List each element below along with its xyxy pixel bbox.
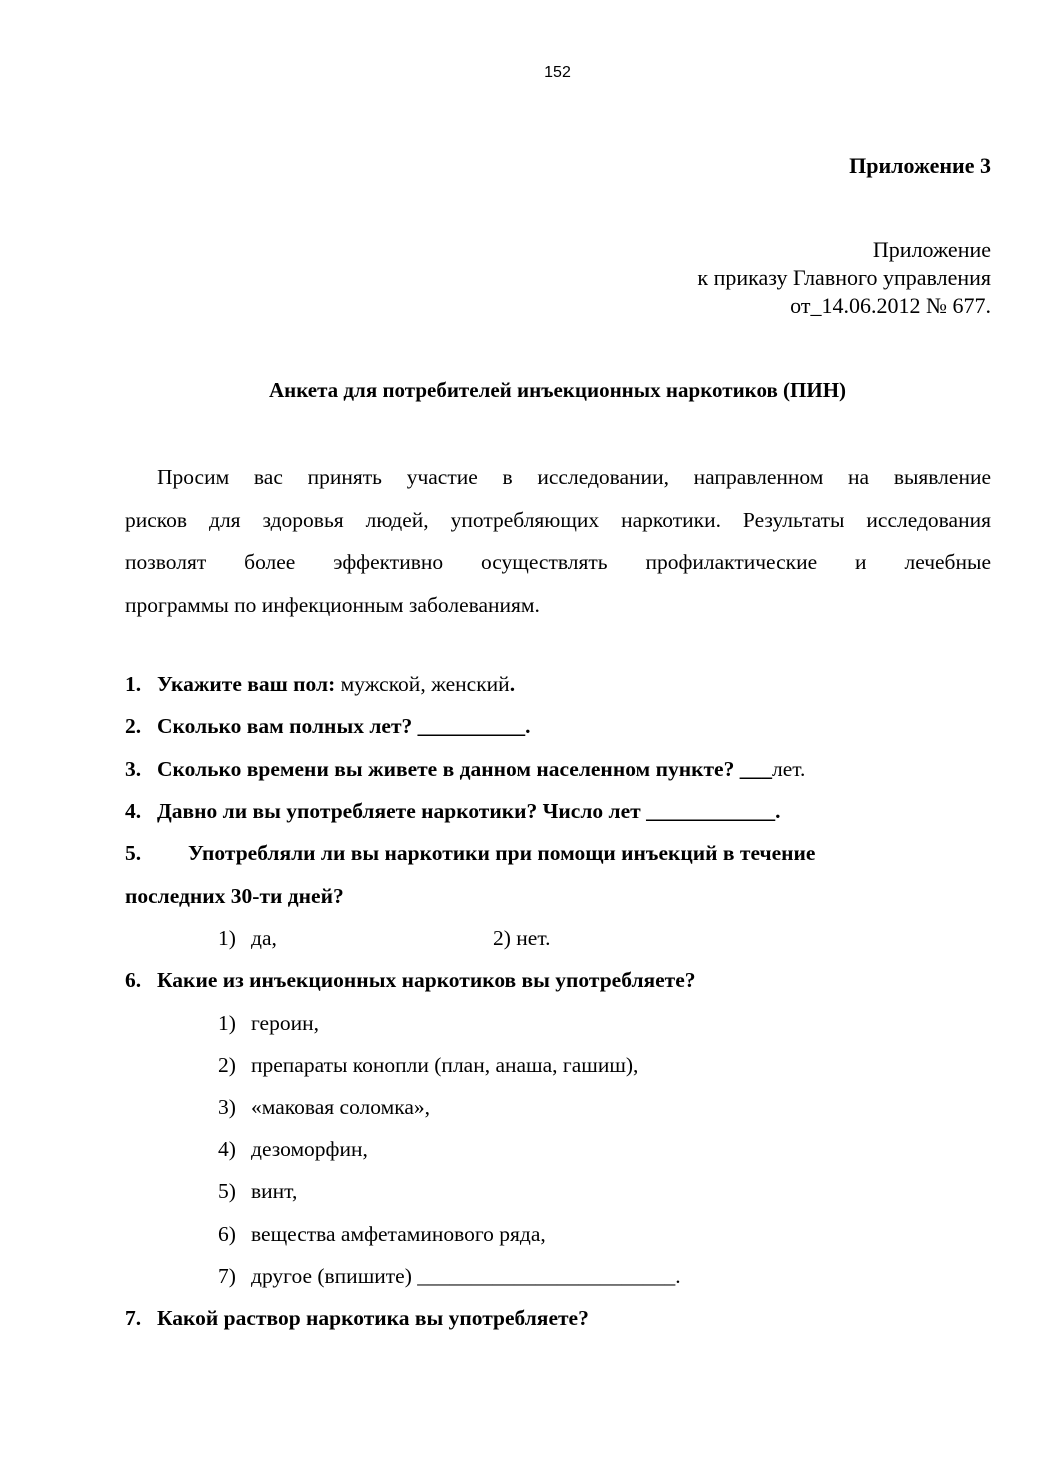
- option-label: другое (впишите) ________________________.: [251, 1264, 681, 1288]
- question-number: 2.: [125, 714, 142, 738]
- option-number: 2): [493, 926, 511, 950]
- option-item: [218, 1053, 638, 1078]
- option-item: [493, 926, 551, 951]
- question-text: Укажите ваш пол:: [157, 672, 336, 696]
- order-line-3: от_14.06.2012 № 677.: [790, 293, 991, 318]
- option-label: дезоморфин,: [251, 1137, 368, 1161]
- question-number: 1.: [125, 672, 142, 696]
- option-label: вещества амфетаминового ряда,: [251, 1222, 546, 1246]
- order-reference: [697, 236, 991, 320]
- question-number: 4.: [125, 799, 142, 823]
- order-line-2: к приказу Главного управления: [697, 265, 991, 290]
- option-label: винт,: [251, 1179, 298, 1203]
- intro-line: рисков для здоровья людей, употребляющих наркотики. Результаты исследования: [125, 507, 991, 532]
- appendix-label: Приложение 3: [849, 153, 991, 178]
- option-item: [218, 1179, 297, 1204]
- question-number: 3.: [125, 757, 142, 781]
- option-number: 3): [218, 1095, 236, 1119]
- question-5-continued: [125, 884, 344, 909]
- question-answer-unit: лет.: [771, 757, 806, 781]
- intro-paragraph: [125, 456, 991, 626]
- option-label: да,: [251, 926, 277, 950]
- question-number: 7.: [125, 1306, 142, 1330]
- question-7: [125, 1306, 589, 1331]
- question-text: Употребляли ли вы наркотики при помощи инъекций в течение: [188, 841, 816, 865]
- question-3: [125, 757, 805, 782]
- option-item: [218, 1222, 546, 1247]
- option-number: 2): [218, 1053, 236, 1077]
- question-6: [125, 968, 696, 993]
- intro-line: программы по инфекционным заболеваниям.: [125, 592, 540, 617]
- question-text: Давно ли вы употребляете наркотики? Число лет ____________.: [157, 799, 781, 823]
- page-number: 152: [544, 64, 571, 81]
- question-text: Сколько времени вы живете в данном населенном пункте? ___: [157, 757, 772, 781]
- option-item: [218, 1264, 681, 1289]
- option-label: нет.: [516, 926, 551, 950]
- intro-line: Просим вас принять участие в исследовании, направленном на выявление: [157, 465, 991, 489]
- option-number: 5): [218, 1179, 236, 1203]
- questionnaire-title: Анкета для потребителей инъекционных наркотиков (ПИН): [268, 378, 847, 402]
- question-4: [125, 799, 780, 824]
- option-number: 4): [218, 1137, 236, 1161]
- question-answer-options: мужской, женский: [335, 672, 510, 696]
- question-2: [125, 714, 531, 739]
- question-text: последних 30-ти дней?: [125, 884, 344, 908]
- option-item: [218, 926, 277, 951]
- option-number: 7): [218, 1264, 236, 1288]
- option-label: героин,: [251, 1011, 319, 1035]
- option-label: препараты конопли (план, анаша, гашиш),: [251, 1053, 639, 1077]
- option-item: [218, 1137, 368, 1162]
- question-end: .: [509, 672, 516, 696]
- question-1: [125, 672, 515, 697]
- option-number: 6): [218, 1222, 236, 1246]
- option-number: 1): [218, 926, 236, 950]
- question-text: Какие из инъекционных наркотиков вы употребляете?: [157, 968, 696, 992]
- option-item: [218, 1011, 319, 1036]
- intro-line: позволят более эффективно осуществлять профилактические и лечебные: [125, 550, 991, 574]
- question-text: Какой раствор наркотика вы употребляете?: [157, 1306, 589, 1330]
- option-item: [218, 1095, 430, 1120]
- option-number: 1): [218, 1011, 236, 1035]
- question-text: Сколько вам полных лет? __________.: [157, 714, 531, 738]
- order-line-1: Приложение: [872, 237, 991, 262]
- option-label: «маковая соломка»,: [251, 1095, 431, 1119]
- question-number: 6.: [125, 968, 142, 992]
- question-number: 5.: [125, 841, 142, 865]
- question-5: [125, 841, 815, 866]
